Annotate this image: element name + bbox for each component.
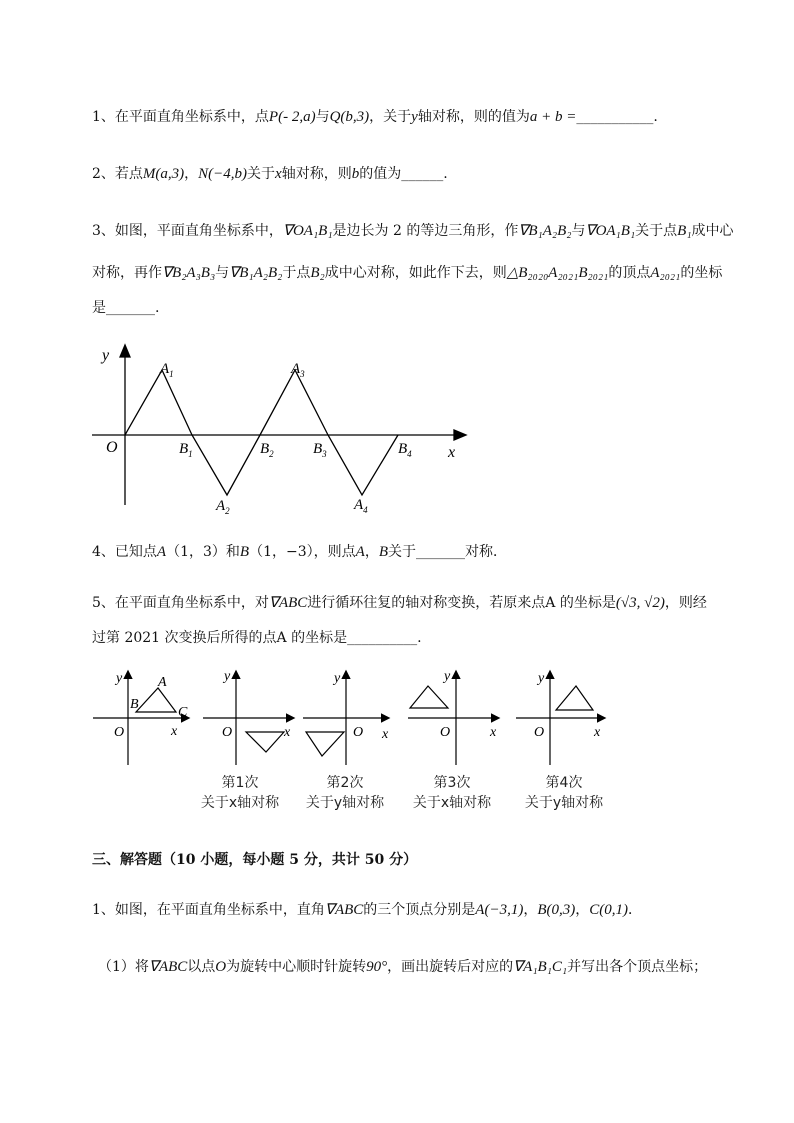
label-A2: $A_2$ (216, 498, 230, 516)
answer-blank[interactable]: __________ (347, 630, 418, 646)
question-4: 4、已知点A（1，3）和B（1，−3），则点A，B关于_______对称． (92, 544, 507, 560)
section-heading: 三、解答题（10 小题，每小题 5 分，共计 50 分） (92, 852, 418, 868)
answer-blank[interactable]: _______ (415, 544, 465, 560)
label-A1: $A_1$ (160, 361, 174, 379)
caption-step-2: 第2次 关于y轴对称 (305, 775, 385, 811)
answer-blank[interactable]: _______ (106, 300, 155, 316)
question-5-line-2: 过第 2021 次变换后所得的点A 的坐标是__________. (92, 630, 422, 646)
y-label: y (102, 347, 110, 364)
panel4-x-label: x (594, 725, 601, 740)
caption-step-4: 第4次 关于y轴对称 (524, 775, 604, 811)
panel2-triangle (306, 732, 344, 756)
question-2: 2、若点M(a,3)，N(−4,b)关于x轴对称，则b的值为______. (92, 166, 448, 182)
panel3-y-label: y (444, 669, 451, 684)
panel2-origin: O (353, 725, 364, 740)
panel4-origin: O (534, 725, 545, 740)
panel0-label-A: A (158, 675, 167, 690)
zigzag-path (125, 370, 398, 495)
reflection-sequence-figure (88, 660, 618, 770)
problem-1-part-1: （1）将∇ABC以点O为旋转中心顺时针旋转90°，画出旋转后对应的∇A₁B₁C₁并写出各个顶点坐标； (98, 959, 708, 975)
panel4-y-label: y (538, 671, 545, 686)
panel1-y-label: y (224, 669, 231, 684)
panel3-triangle (410, 686, 448, 708)
label-A3: $A_3$ (291, 361, 305, 379)
question-3-line-2: 对称，再作∇B₂A₃B₃与∇B₁A₂B₂于点B₂成中心对称，如此作下去，则△B₂₀₂₀A₂₀₂₁B₂₀₂₁的顶点A₂₀₂₁的坐标 (92, 265, 723, 281)
label-B1: $B_1$ (179, 441, 193, 459)
zigzag-triangles-figure (90, 340, 480, 525)
label-B2: $B_2$ (260, 441, 274, 459)
label-B4: $B_4$ (398, 441, 412, 459)
answer-blank[interactable]: ______ (401, 166, 444, 182)
question-3-line-1: 3、如图，平面直角坐标系中，∇OA₁B₁是边长为 2 的等边三角形，作∇B₁A₂B₂与∇OA₁B₁关于点B₁成中心 (92, 223, 734, 239)
question-1: 1、在平面直角坐标系中，点P(- 2,a)与Q(b,3)，关于y轴对称，则的值为a + b =___________. (92, 109, 658, 125)
question-3-line-3: 是_______. (92, 300, 160, 316)
panel2-y-label: y (334, 671, 341, 686)
panel0-x-label: x (171, 724, 178, 739)
x-axis-arrow (454, 430, 466, 440)
panel1-origin: O (222, 725, 233, 740)
panel1-x-label: x (284, 725, 291, 740)
question-5-line-1: 5、在平面直角坐标系中，对∇ABC进行循环往复的轴对称变换，若原来点A 的坐标是(√3, √2)，则经 (92, 595, 707, 611)
label-A4: $A_4$ (354, 497, 368, 515)
panel2-x-label: x (382, 727, 389, 742)
panel1-triangle (246, 732, 284, 752)
panel0-triangle (136, 688, 176, 712)
answer-blank[interactable]: ___________ (576, 109, 654, 125)
caption-step-1: 第1次 关于x轴对称 (200, 775, 280, 811)
panel3-origin: O (440, 725, 451, 740)
origin-label: O (106, 439, 118, 456)
panel4-triangle (556, 686, 593, 710)
caption-step-3: 第3次 关于x轴对称 (412, 775, 492, 811)
panel0-origin: O (114, 725, 125, 740)
panel0-y-label: y (116, 671, 123, 686)
label-B3: $B_3$ (313, 441, 327, 459)
panel3-x-label: x (490, 725, 497, 740)
y-axis-arrow (120, 345, 130, 357)
problem-1: 1、如图，在平面直角坐标系中，直角∇ABC的三个顶点分别是A(−3,1)，B(0,3)，C(0,1)． (92, 902, 642, 918)
x-label: x (448, 444, 456, 461)
panel0-label-C: C (178, 705, 188, 720)
panel0-label-B: B (130, 697, 139, 712)
